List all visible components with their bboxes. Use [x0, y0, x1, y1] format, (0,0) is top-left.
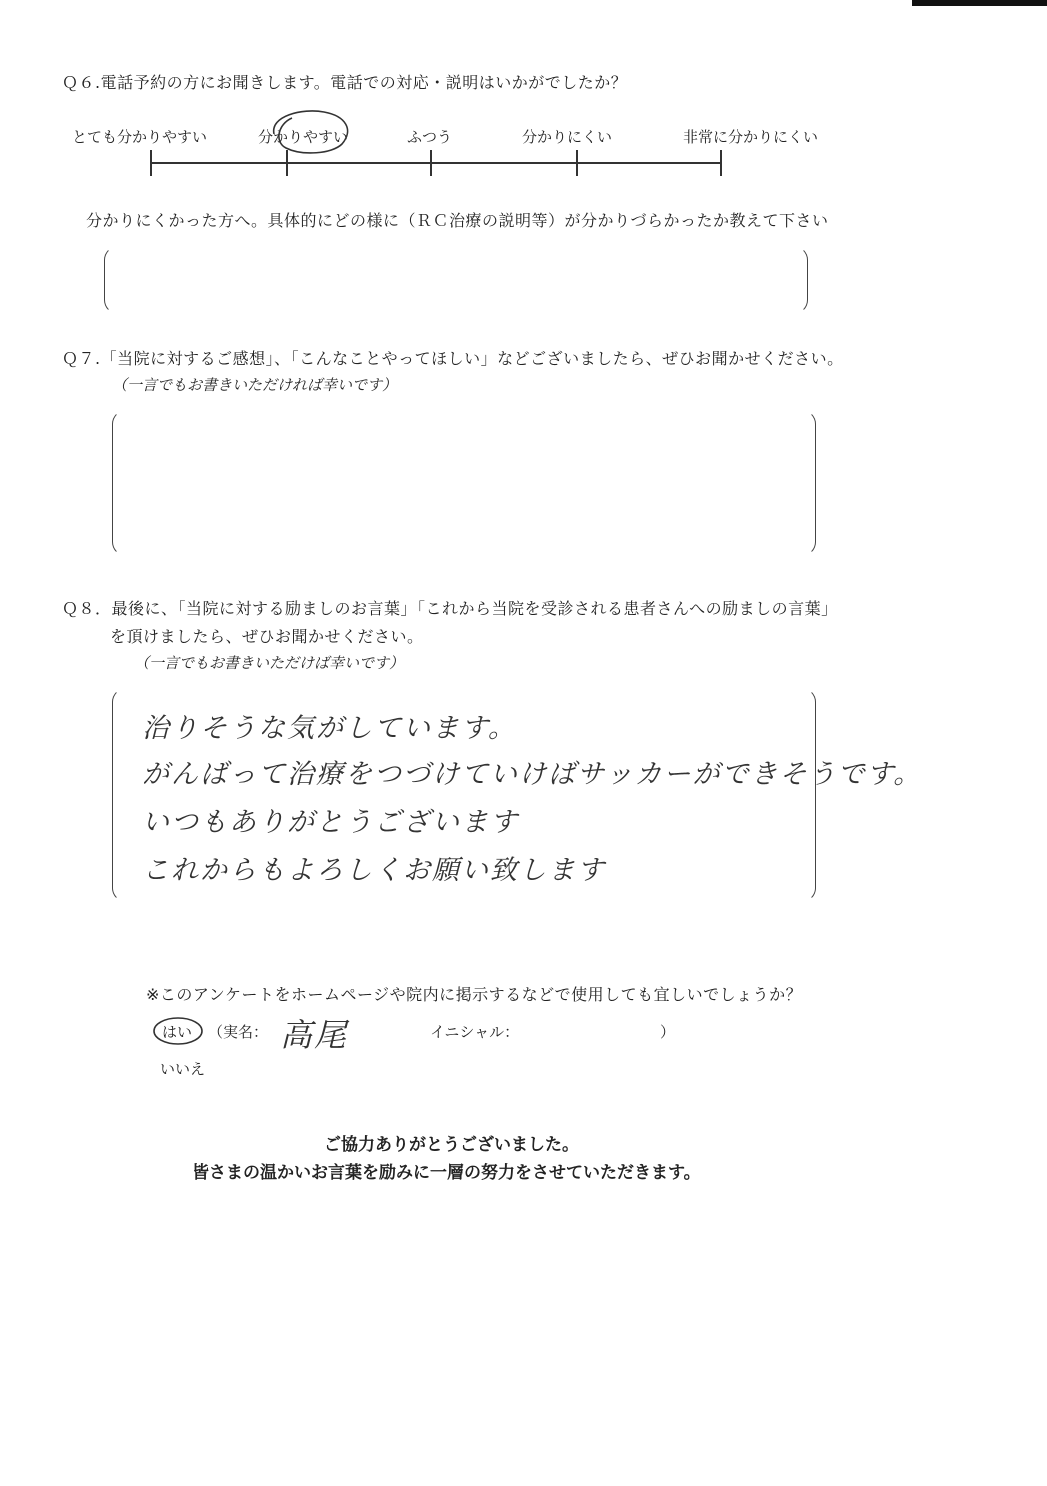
q7-note: （一言でもお書きいただければ幸いです）: [112, 376, 398, 394]
q8-answer-line-1: 治りそうな気がしています。: [142, 713, 517, 744]
q6-question: Ｑ６.電話予約の方にお聞きします。電話での対応・説明はいかがでしたか？: [62, 73, 628, 92]
close-paren: ）: [660, 1023, 676, 1041]
scan-edge-mark: [912, 0, 1047, 6]
real-name-label: （実名：: [208, 1023, 269, 1041]
q6-scale-tick: [430, 150, 432, 176]
q6-followup: 分かりにくかった方へ。具体的にどの様に（ＲＣ治療の説明等）が分かりづらかったか教えて下さい: [86, 211, 829, 230]
q6-scale-label-1: とても分かりやすい: [72, 128, 208, 146]
closing-line-2: 皆さまの温かいお言葉を励みに一層の努力をさせていただきます。: [192, 1163, 701, 1183]
q6-scale-line: [150, 162, 722, 164]
closing-line-1: ご協力ありがとうございました。: [324, 1135, 579, 1155]
q6-scale-label-3: ふつう: [407, 128, 453, 146]
q8-note: （一言でもお書きいただけば幸いです）: [134, 654, 405, 672]
q8-answer-line-2: がんばって治療をつづけていけばサッカーができそうです。: [142, 759, 923, 790]
permission-no-option[interactable]: いいえ: [160, 1060, 206, 1078]
q8-question-line2: を頂けましたら、ぜひお聞かせください。: [110, 627, 424, 646]
q7-question: Ｑ７.「当院に対するご感想」、「こんなことやってほしい」などございましたら、ぜひお聞かせください。: [62, 349, 844, 368]
q6-answer-box[interactable]: [104, 246, 808, 314]
q6-scale-label-2: 分かりやすい: [258, 128, 349, 146]
permission-question: ※このアンケートをホームページや院内に掲示するなどで使用しても宜しいでしょうか？: [146, 985, 803, 1004]
q8-answer-line-4: これからもよろしくお願い致します: [142, 855, 606, 886]
q6-scale-tick: [720, 150, 722, 176]
permission-yes-option[interactable]: [152, 1016, 204, 1046]
permission-yes-label: はい: [162, 1023, 193, 1041]
q7-answer-box[interactable]: [112, 410, 816, 556]
q6-scale-label-5: 非常に分かりにくい: [683, 128, 819, 146]
q6-scale-label-4: 分かりにくい: [522, 128, 613, 146]
q6-scale-tick: [150, 150, 152, 176]
q6-scale-tick: [576, 150, 578, 176]
q6-selected-circle-icon: [262, 104, 362, 160]
q8-answer-line-3: いつもありがとうございます: [142, 807, 519, 838]
initial-label: イニシャル：: [430, 1023, 520, 1041]
real-name-value: 高尾: [280, 1016, 349, 1054]
q8-question-line1: Ｑ８．最後に、「当院に対する励ましのお言葉」「これから当院を受診される患者さんへの励ましの言葉」: [62, 599, 838, 618]
